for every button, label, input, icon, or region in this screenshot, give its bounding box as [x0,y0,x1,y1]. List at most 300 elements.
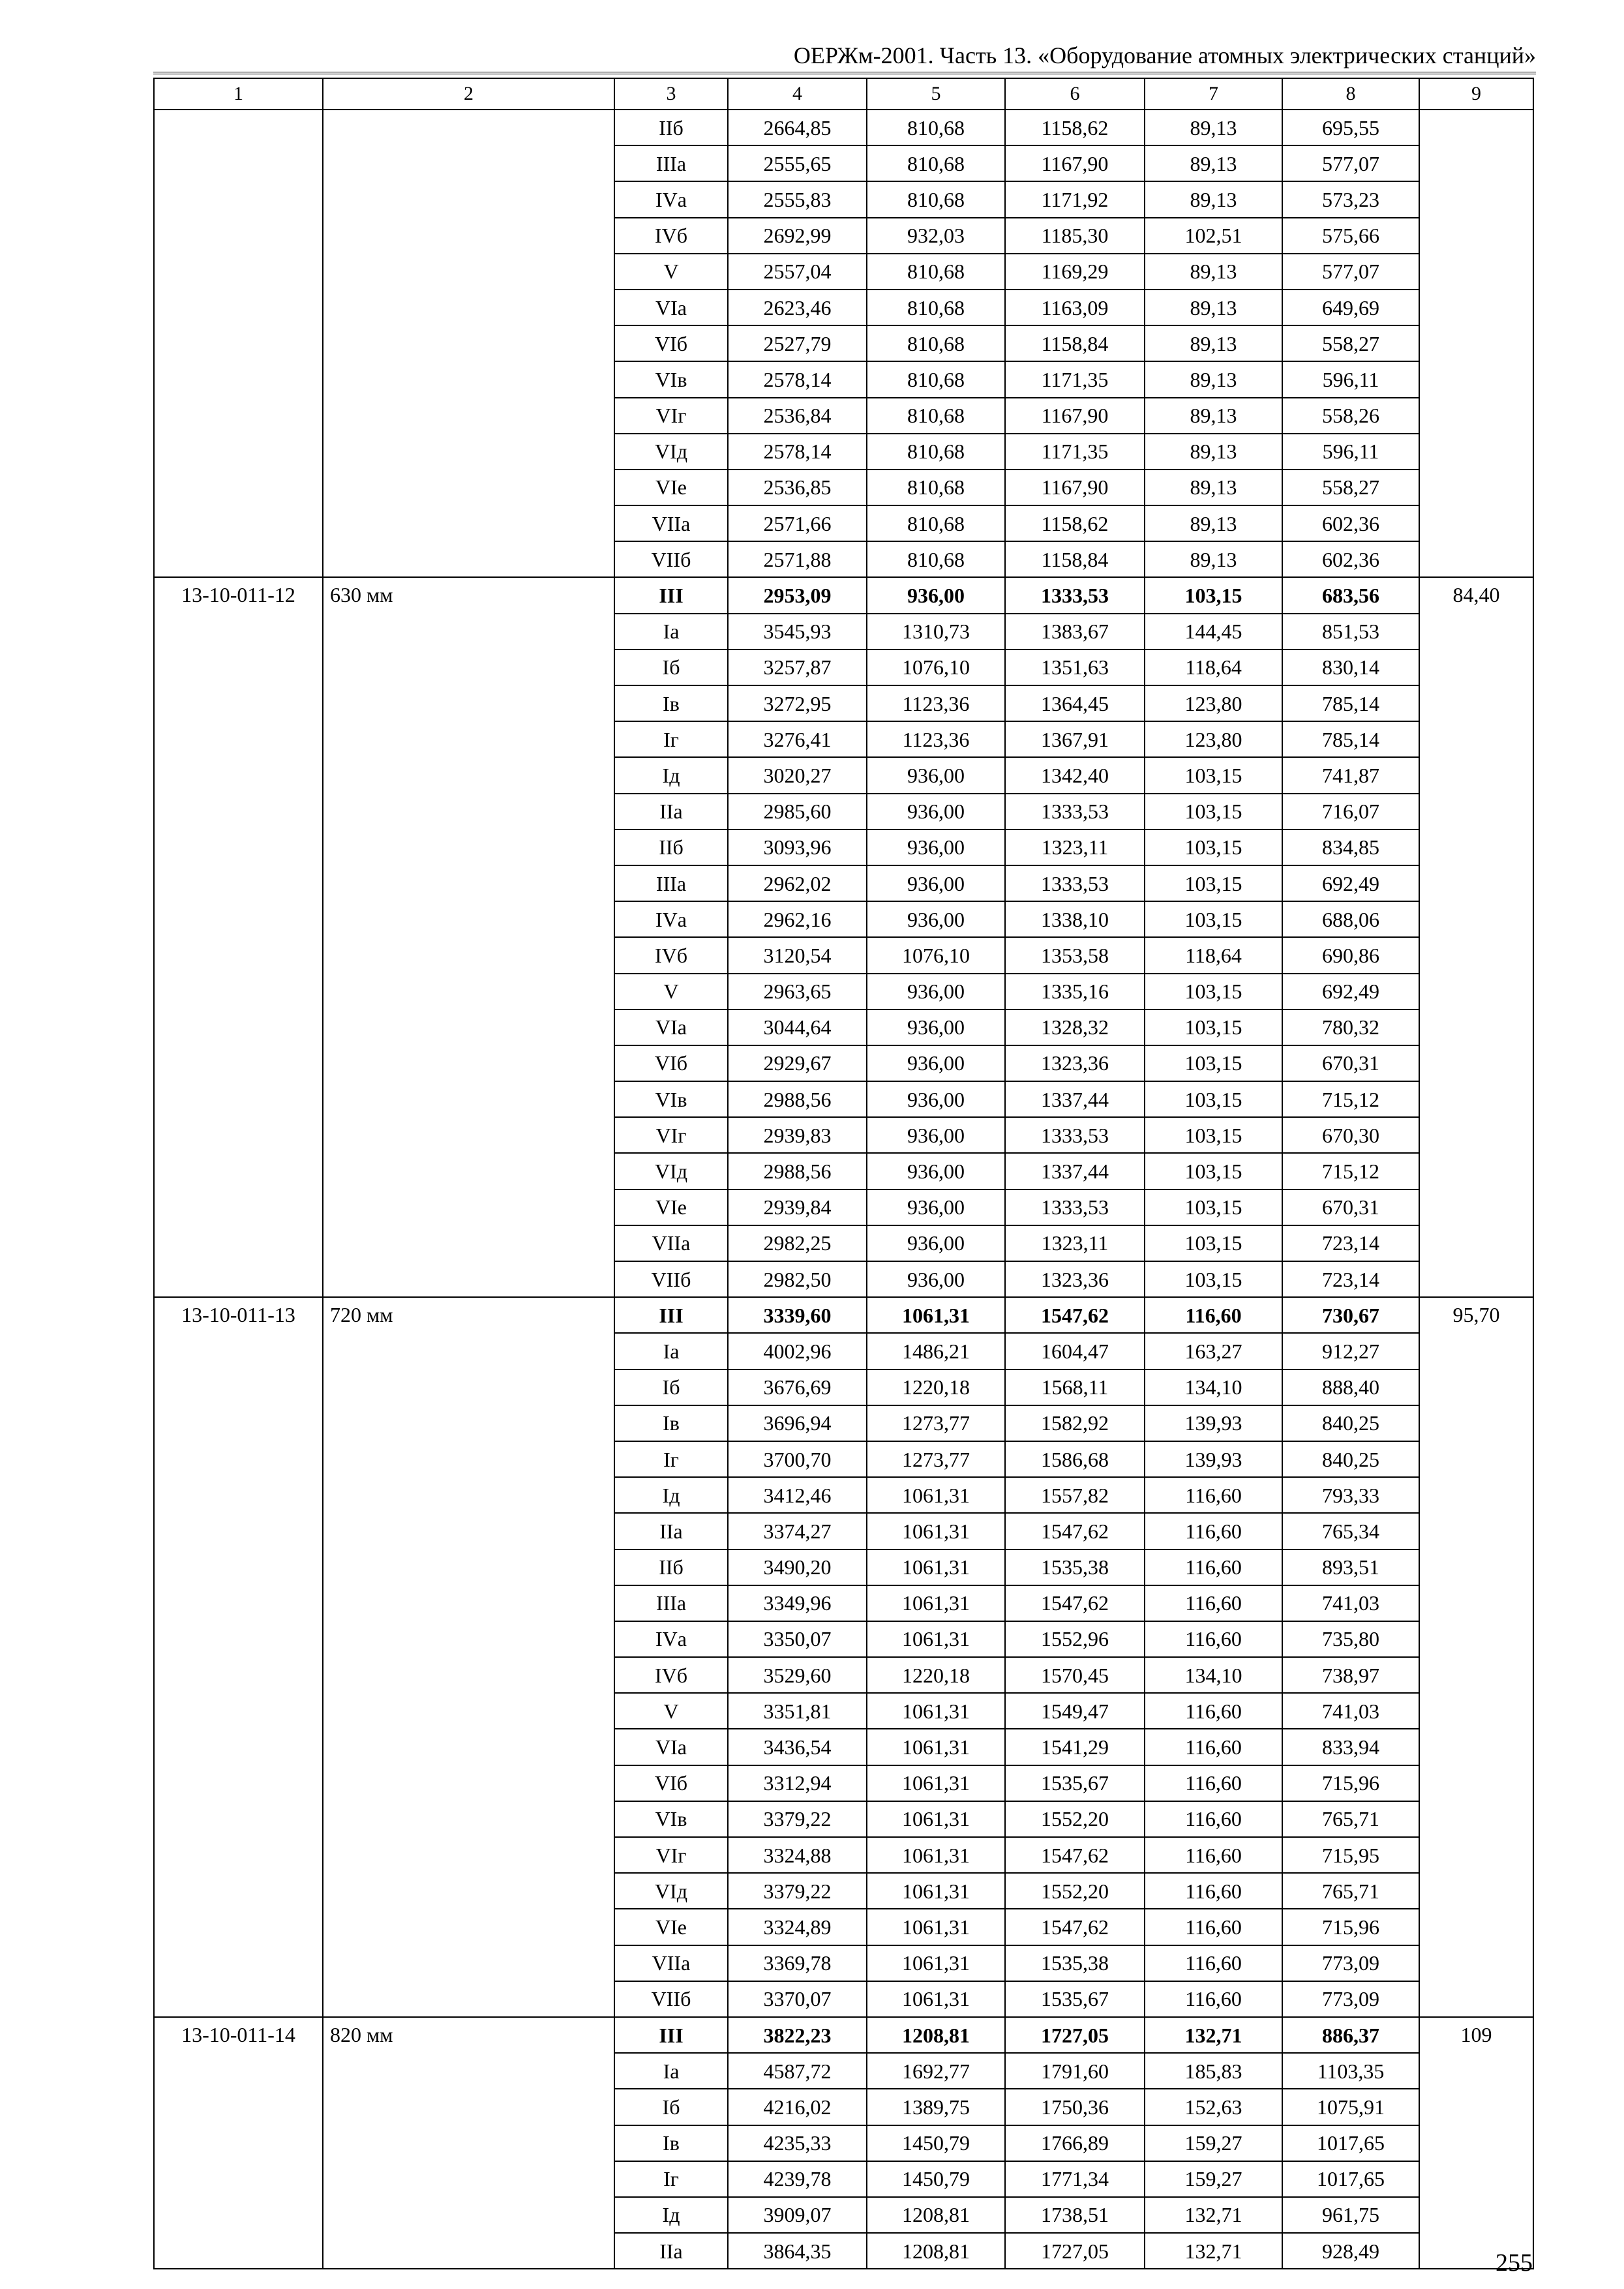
table-body [154,78,1533,2269]
value-cell-col8: 688,06 [1282,901,1419,937]
value-cell-col6: 1353,58 [1005,937,1145,973]
category-cell: Iв [614,685,728,721]
value-cell-col5: 1273,77 [867,1441,1005,1477]
value-cell-col4: 3350,07 [728,1621,867,1657]
value-cell-col6: 1323,11 [1005,830,1145,865]
value-cell-col7: 132,71 [1145,2197,1282,2233]
col9-cell: 84,40 [1419,577,1533,1297]
value-cell-col5: 810,68 [867,505,1005,541]
value-cell-col8: 888,40 [1282,1369,1419,1405]
value-cell-col7: 89,13 [1145,110,1282,145]
value-cell-col6: 1750,36 [1005,2089,1145,2125]
value-cell-col7: 102,51 [1145,218,1282,254]
value-cell-col4: 2988,56 [728,1081,867,1117]
value-cell-col8: 741,03 [1282,1585,1419,1621]
value-cell-col7: 116,60 [1145,1693,1282,1729]
value-cell-col7: 185,83 [1145,2053,1282,2089]
category-cell: VIIб [614,541,728,577]
value-cell-col6: 1568,11 [1005,1369,1145,1405]
value-cell-col5: 810,68 [867,325,1005,361]
value-cell-col4: 3412,46 [728,1477,867,1513]
value-cell-col5: 1061,31 [867,1297,1005,1333]
value-cell-col8: 793,33 [1282,1477,1419,1513]
value-cell-col4: 4002,96 [728,1333,867,1369]
category-cell: VIд [614,1873,728,1909]
value-cell-col7: 139,93 [1145,1441,1282,1477]
value-cell-col6: 1547,62 [1005,1837,1145,1873]
value-cell-col6: 1333,53 [1005,1189,1145,1225]
col-num-5: 5 [867,78,1005,110]
value-cell-col8: 741,03 [1282,1693,1419,1729]
category-cell: VIе [614,1189,728,1225]
table-row [154,1297,1533,1333]
value-cell-col7: 103,15 [1145,974,1282,1010]
value-cell-col4: 3339,60 [728,1297,867,1333]
value-cell-col4: 2623,46 [728,290,867,325]
value-cell-col7: 116,60 [1145,1801,1282,1837]
value-cell-col5: 936,00 [867,1261,1005,1297]
code-cell: 13-10-011-14 [154,2017,323,2269]
value-cell-col8: 961,75 [1282,2197,1419,2233]
value-cell-col6: 1541,29 [1005,1729,1145,1765]
value-cell-col7: 89,13 [1145,470,1282,505]
value-cell-col5: 932,03 [867,218,1005,254]
value-cell-col7: 103,15 [1145,1261,1282,1297]
value-cell-col5: 1061,31 [867,1837,1005,1873]
value-cell-col8: 886,37 [1282,2017,1419,2053]
value-cell-col4: 2536,84 [728,398,867,434]
value-cell-col7: 89,13 [1145,290,1282,325]
value-cell-col5: 1310,73 [867,614,1005,650]
value-cell-col6: 1342,40 [1005,757,1145,793]
category-cell: VIIа [614,1225,728,1261]
value-cell-col4: 2527,79 [728,325,867,361]
value-cell-col8: 596,11 [1282,434,1419,470]
value-cell-col6: 1549,47 [1005,1693,1145,1729]
value-cell-col6: 1333,53 [1005,865,1145,901]
category-cell: VIIб [614,1261,728,1297]
category-cell: Iа [614,1333,728,1369]
category-cell: III [614,2017,728,2053]
value-cell-col4: 2692,99 [728,218,867,254]
value-cell-col8: 692,49 [1282,974,1419,1010]
value-cell-col6: 1383,67 [1005,614,1145,650]
category-cell: Iа [614,2053,728,2089]
value-cell-col7: 116,60 [1145,1837,1282,1873]
value-cell-col4: 2555,83 [728,181,867,217]
value-cell-col7: 89,13 [1145,541,1282,577]
value-cell-col8: 785,14 [1282,721,1419,757]
value-cell-col6: 1338,10 [1005,901,1145,937]
value-cell-col6: 1547,62 [1005,1909,1145,1945]
value-cell-col8: 830,14 [1282,650,1419,685]
value-cell-col6: 1171,92 [1005,181,1145,217]
value-cell-col7: 152,63 [1145,2089,1282,2125]
value-cell-col4: 3276,41 [728,721,867,757]
value-cell-col5: 1061,31 [867,1765,1005,1801]
value-cell-col8: 928,49 [1282,2233,1419,2269]
value-cell-col7: 116,60 [1145,1981,1282,2017]
category-cell: Iб [614,2089,728,2125]
value-cell-col4: 3324,89 [728,1909,867,1945]
value-cell-col8: 735,80 [1282,1621,1419,1657]
value-cell-col8: 893,51 [1282,1549,1419,1585]
table-row [154,2017,1533,2053]
value-cell-col6: 1547,62 [1005,1585,1145,1621]
value-cell-col6: 1158,62 [1005,505,1145,541]
value-cell-col7: 103,15 [1145,1081,1282,1117]
value-cell-col8: 649,69 [1282,290,1419,325]
value-cell-col6: 1738,51 [1005,2197,1145,2233]
value-cell-col8: 715,95 [1282,1837,1419,1873]
value-cell-col4: 3370,07 [728,1981,867,2017]
value-cell-col6: 1158,84 [1005,325,1145,361]
value-cell-col7: 116,60 [1145,1477,1282,1513]
category-cell: III [614,577,728,613]
category-cell: IIа [614,1513,728,1549]
col-num-2: 2 [323,78,614,110]
value-cell-col7: 118,64 [1145,937,1282,973]
value-cell-col7: 116,60 [1145,1621,1282,1657]
value-cell-col4: 3020,27 [728,757,867,793]
category-cell: VIIа [614,1945,728,1981]
value-cell-col5: 1061,31 [867,1801,1005,1837]
code-cell [154,110,323,577]
value-cell-col8: 558,27 [1282,470,1419,505]
value-cell-col7: 159,27 [1145,2125,1282,2161]
value-cell-col5: 1076,10 [867,650,1005,685]
value-cell-col6: 1535,38 [1005,1945,1145,1981]
value-cell-col6: 1171,35 [1005,361,1145,397]
col-num-7: 7 [1145,78,1282,110]
value-cell-col7: 116,60 [1145,1297,1282,1333]
category-cell: Iд [614,757,728,793]
category-cell: IVб [614,218,728,254]
value-cell-col5: 936,00 [867,1153,1005,1189]
value-cell-col8: 558,26 [1282,398,1419,434]
value-cell-col6: 1185,30 [1005,218,1145,254]
value-cell-col4: 3374,27 [728,1513,867,1549]
value-cell-col4: 2536,85 [728,470,867,505]
value-cell-col6: 1535,67 [1005,1981,1145,2017]
category-cell: Iб [614,1369,728,1405]
value-cell-col5: 936,00 [867,1081,1005,1117]
value-cell-col4: 3369,78 [728,1945,867,1981]
value-cell-col6: 1791,60 [1005,2053,1145,2089]
category-cell: VIб [614,1045,728,1081]
value-cell-col4: 3700,70 [728,1441,867,1477]
value-cell-col6: 1333,53 [1005,577,1145,613]
value-cell-col7: 89,13 [1145,254,1282,290]
value-cell-col7: 123,80 [1145,721,1282,757]
value-cell-col4: 2664,85 [728,110,867,145]
value-cell-col6: 1323,11 [1005,1225,1145,1261]
category-cell: IVа [614,1621,728,1657]
value-cell-col8: 765,71 [1282,1801,1419,1837]
value-cell-col8: 730,67 [1282,1297,1419,1333]
category-cell: VIб [614,325,728,361]
col-num-8: 8 [1282,78,1419,110]
value-cell-col7: 123,80 [1145,685,1282,721]
value-cell-col8: 741,87 [1282,757,1419,793]
col9-cell: 109 [1419,2017,1533,2269]
value-cell-col6: 1547,62 [1005,1513,1145,1549]
value-cell-col6: 1364,45 [1005,685,1145,721]
value-cell-col7: 116,60 [1145,1909,1282,1945]
value-cell-col6: 1367,91 [1005,721,1145,757]
value-cell-col7: 103,15 [1145,830,1282,865]
category-cell: VIе [614,1909,728,1945]
size-cell [323,110,614,577]
value-cell-col7: 116,60 [1145,1873,1282,1909]
value-cell-col8: 715,96 [1282,1765,1419,1801]
code-cell: 13-10-011-12 [154,577,323,1297]
category-cell: VIг [614,1117,728,1153]
value-cell-col8: 840,25 [1282,1405,1419,1441]
value-cell-col7: 89,13 [1145,434,1282,470]
price-table [153,78,1534,2269]
value-cell-col5: 1061,31 [867,1981,1005,2017]
value-cell-col8: 833,94 [1282,1729,1419,1765]
value-cell-col7: 118,64 [1145,650,1282,685]
category-cell: VIа [614,290,728,325]
value-cell-col7: 116,60 [1145,1549,1282,1585]
value-cell-col8: 1017,65 [1282,2125,1419,2161]
value-cell-col4: 3349,96 [728,1585,867,1621]
value-cell-col6: 1535,38 [1005,1549,1145,1585]
value-cell-col6: 1171,35 [1005,434,1145,470]
value-cell-col5: 936,00 [867,757,1005,793]
value-cell-col8: 716,07 [1282,794,1419,830]
value-cell-col6: 1158,84 [1005,541,1145,577]
category-cell: III [614,1297,728,1333]
value-cell-col6: 1351,63 [1005,650,1145,685]
value-cell-col8: 573,23 [1282,181,1419,217]
category-cell: VIе [614,470,728,505]
value-cell-col6: 1586,68 [1005,1441,1145,1477]
value-cell-col5: 810,68 [867,290,1005,325]
value-cell-col8: 1075,91 [1282,2089,1419,2125]
col9-cell [1419,110,1533,577]
value-cell-col7: 103,15 [1145,1153,1282,1189]
value-cell-col4: 2962,02 [728,865,867,901]
value-cell-col6: 1552,20 [1005,1873,1145,1909]
value-cell-col8: 575,66 [1282,218,1419,254]
value-cell-col4: 3324,88 [728,1837,867,1873]
col-num-6: 6 [1005,78,1145,110]
value-cell-col4: 2982,25 [728,1225,867,1261]
value-cell-col8: 715,96 [1282,1909,1419,1945]
value-cell-col6: 1323,36 [1005,1261,1145,1297]
value-cell-col4: 3351,81 [728,1693,867,1729]
value-cell-col7: 89,13 [1145,325,1282,361]
col-num-9: 9 [1419,78,1533,110]
value-cell-col5: 936,00 [867,865,1005,901]
value-cell-col6: 1557,82 [1005,1477,1145,1513]
value-cell-col7: 103,15 [1145,901,1282,937]
value-cell-col4: 2962,16 [728,901,867,937]
category-cell: IVа [614,901,728,937]
value-cell-col5: 1450,79 [867,2161,1005,2197]
value-cell-col7: 103,15 [1145,1117,1282,1153]
category-cell: VIд [614,434,728,470]
value-cell-col6: 1552,20 [1005,1801,1145,1837]
value-cell-col7: 89,13 [1145,361,1282,397]
category-cell: VIв [614,1801,728,1837]
value-cell-col5: 1061,31 [867,1873,1005,1909]
value-cell-col4: 4235,33 [728,2125,867,2161]
value-cell-col6: 1167,90 [1005,470,1145,505]
value-cell-col7: 163,27 [1145,1333,1282,1369]
value-cell-col5: 936,00 [867,1010,1005,1045]
category-cell: IIа [614,2233,728,2269]
table-row [154,110,1533,145]
code-cell: 13-10-011-13 [154,1297,323,2017]
category-cell: Iд [614,1477,728,1513]
value-cell-col4: 2939,83 [728,1117,867,1153]
value-cell-col4: 2578,14 [728,434,867,470]
value-cell-col5: 936,00 [867,1045,1005,1081]
value-cell-col8: 558,27 [1282,325,1419,361]
value-cell-col5: 810,68 [867,254,1005,290]
category-cell: VIг [614,1837,728,1873]
value-cell-col5: 1061,31 [867,1693,1005,1729]
value-cell-col8: 596,11 [1282,361,1419,397]
value-cell-col8: 670,31 [1282,1189,1419,1225]
value-cell-col6: 1158,62 [1005,110,1145,145]
category-cell: IIIа [614,1585,728,1621]
value-cell-col5: 936,00 [867,974,1005,1010]
value-cell-col5: 810,68 [867,434,1005,470]
value-cell-col7: 103,15 [1145,1045,1282,1081]
value-cell-col7: 139,93 [1145,1405,1282,1441]
column-number-row [154,78,1533,110]
value-cell-col5: 810,68 [867,541,1005,577]
value-cell-col8: 1103,35 [1282,2053,1419,2089]
value-cell-col6: 1333,53 [1005,1117,1145,1153]
value-cell-col5: 936,00 [867,794,1005,830]
category-cell: VIа [614,1010,728,1045]
value-cell-col4: 3864,35 [728,2233,867,2269]
value-cell-col5: 810,68 [867,145,1005,181]
value-cell-col5: 936,00 [867,830,1005,865]
value-cell-col7: 132,71 [1145,2017,1282,2053]
value-cell-col7: 103,15 [1145,1010,1282,1045]
category-cell: V [614,974,728,1010]
value-cell-col8: 738,97 [1282,1657,1419,1693]
category-cell: Iв [614,1405,728,1441]
value-cell-col5: 1389,75 [867,2089,1005,2125]
value-cell-col8: 1017,65 [1282,2161,1419,2197]
value-cell-col6: 1167,90 [1005,398,1145,434]
value-cell-col7: 103,15 [1145,794,1282,830]
category-cell: V [614,254,728,290]
value-cell-col7: 89,13 [1145,505,1282,541]
category-cell: Iд [614,2197,728,2233]
value-cell-col8: 695,55 [1282,110,1419,145]
value-cell-col5: 1486,21 [867,1333,1005,1369]
value-cell-col4: 3093,96 [728,830,867,865]
value-cell-col4: 3379,22 [728,1873,867,1909]
category-cell: VIIб [614,1981,728,2017]
value-cell-col6: 1337,44 [1005,1153,1145,1189]
value-cell-col5: 1273,77 [867,1405,1005,1441]
size-cell: 820 мм [323,2017,614,2269]
value-cell-col5: 936,00 [867,901,1005,937]
value-cell-col7: 159,27 [1145,2161,1282,2197]
value-cell-col8: 773,09 [1282,1945,1419,1981]
header-rule [153,72,1536,74]
category-cell: V [614,1693,728,1729]
page-header [153,38,1536,74]
value-cell-col8: 773,09 [1282,1981,1419,2017]
value-cell-col6: 1335,16 [1005,974,1145,1010]
value-cell-col8: 715,12 [1282,1153,1419,1189]
value-cell-col4: 4239,78 [728,2161,867,2197]
value-cell-col4: 3120,54 [728,937,867,973]
value-cell-col7: 144,45 [1145,614,1282,650]
value-cell-col5: 1692,77 [867,2053,1005,2089]
value-cell-col5: 1123,36 [867,685,1005,721]
category-cell: IIб [614,110,728,145]
category-cell: Iв [614,2125,728,2161]
value-cell-col4: 3044,64 [728,1010,867,1045]
value-cell-col6: 1167,90 [1005,145,1145,181]
value-cell-col7: 103,15 [1145,865,1282,901]
value-cell-col8: 840,25 [1282,1441,1419,1477]
value-cell-col5: 1220,18 [867,1369,1005,1405]
value-cell-col4: 3696,94 [728,1405,867,1441]
value-cell-col4: 3272,95 [728,685,867,721]
value-cell-col5: 1061,31 [867,1909,1005,1945]
value-cell-col5: 936,00 [867,1225,1005,1261]
value-cell-col7: 134,10 [1145,1657,1282,1693]
value-cell-col6: 1570,45 [1005,1657,1145,1693]
category-cell: Iб [614,650,728,685]
value-cell-col4: 2557,04 [728,254,867,290]
value-cell-col4: 2939,84 [728,1189,867,1225]
value-cell-col4: 2571,66 [728,505,867,541]
category-cell: VIд [614,1153,728,1189]
col9-cell: 95,70 [1419,1297,1533,2017]
value-cell-col8: 690,86 [1282,937,1419,973]
value-cell-col5: 1076,10 [867,937,1005,973]
category-cell: IVа [614,181,728,217]
value-cell-col7: 103,15 [1145,577,1282,613]
value-cell-col6: 1552,96 [1005,1621,1145,1657]
value-cell-col5: 810,68 [867,398,1005,434]
category-cell: Iг [614,2161,728,2197]
value-cell-col4: 2953,09 [728,577,867,613]
value-cell-col4: 4216,02 [728,2089,867,2125]
table-row [154,577,1533,613]
value-cell-col6: 1163,09 [1005,290,1145,325]
value-cell-col4: 2571,88 [728,541,867,577]
value-cell-col8: 670,30 [1282,1117,1419,1153]
value-cell-col6: 1766,89 [1005,2125,1145,2161]
value-cell-col4: 3436,54 [728,1729,867,1765]
value-cell-col5: 1220,18 [867,1657,1005,1693]
value-cell-col8: 912,27 [1282,1333,1419,1369]
value-cell-col5: 936,00 [867,577,1005,613]
value-cell-col8: 780,32 [1282,1010,1419,1045]
value-cell-col7: 116,60 [1145,1945,1282,1981]
value-cell-col4: 3379,22 [728,1801,867,1837]
value-cell-col5: 1061,31 [867,1549,1005,1585]
value-cell-col4: 3529,60 [728,1657,867,1693]
value-cell-col5: 810,68 [867,361,1005,397]
category-cell: IIIа [614,865,728,901]
